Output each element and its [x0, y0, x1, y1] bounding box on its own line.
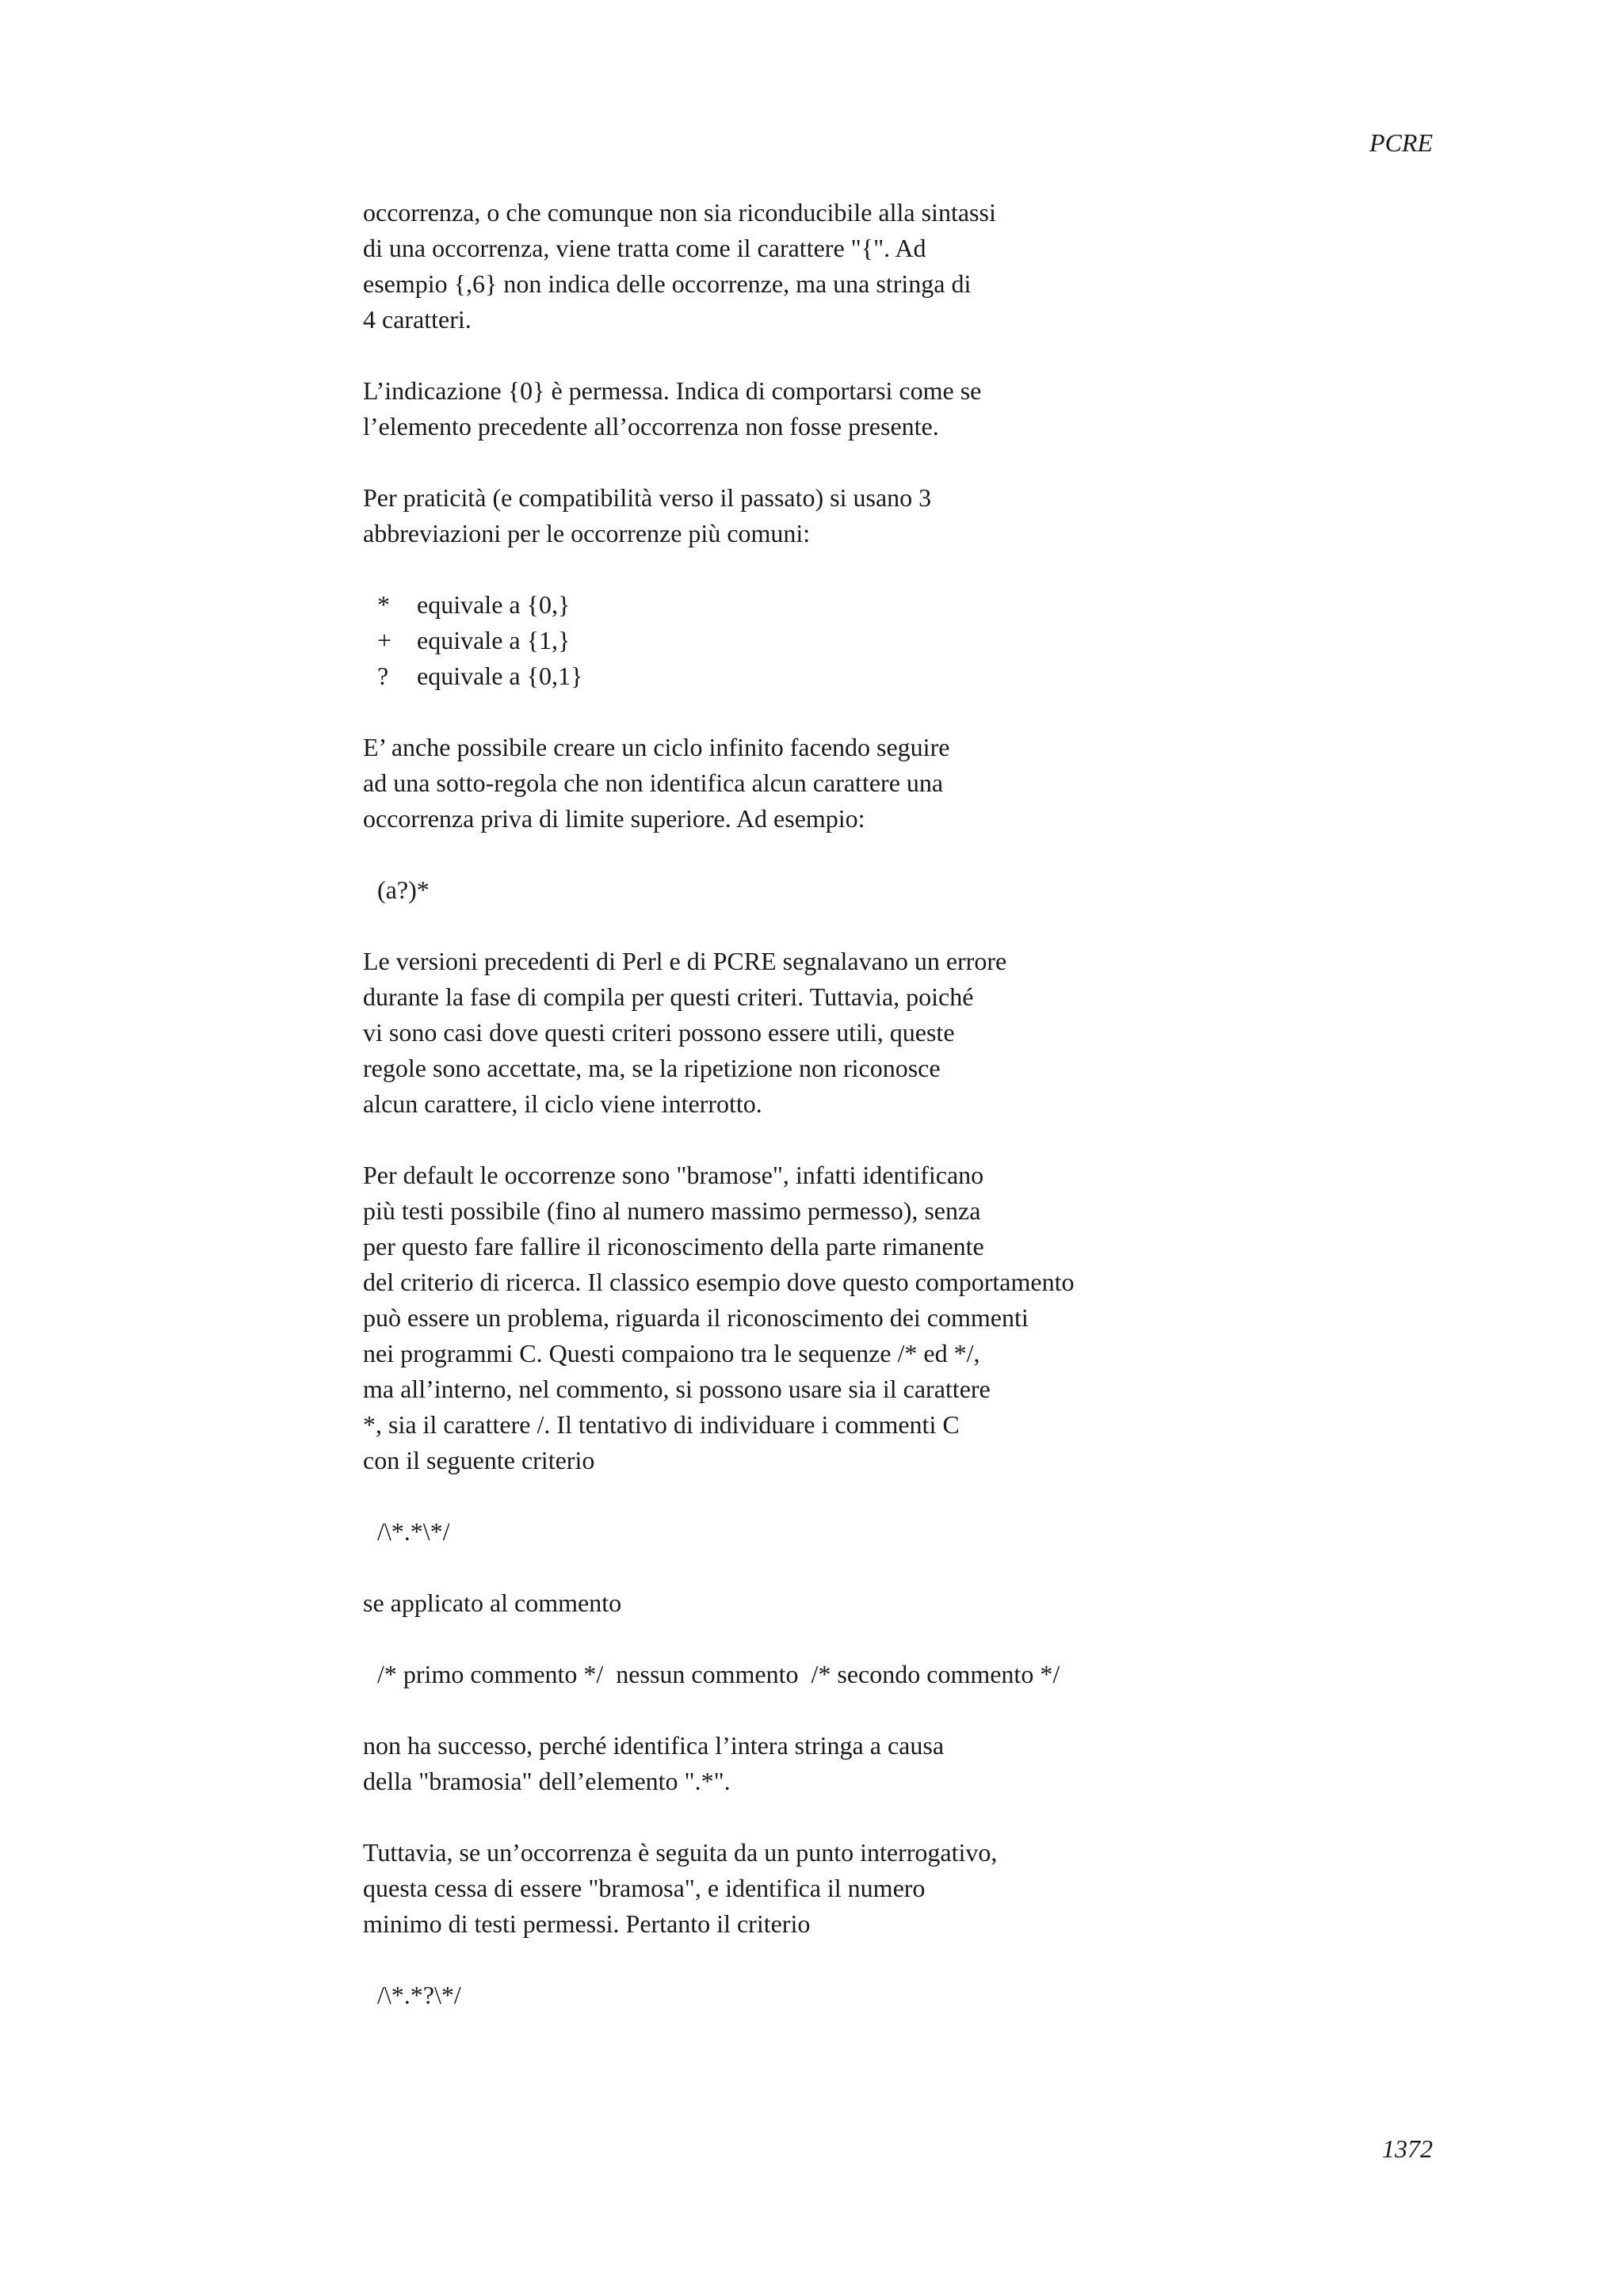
paragraph-5 — [363, 944, 1457, 1122]
paragraph-1 — [363, 195, 1457, 338]
quantifier-symbol: ? — [377, 662, 389, 690]
text-line: ad una sotto-regola che non identifica alcun carattere una — [363, 769, 944, 797]
paragraph-6 — [363, 1158, 1457, 1478]
text-line: del criterio di ricerca. Il classico esempio dove questo comportamento — [363, 1268, 1075, 1296]
text-line: occorrenza priva di limite superiore. Ad esempio: — [363, 804, 865, 833]
text-line: più testi possibile (fino al numero massimo permesso), senza — [363, 1196, 981, 1225]
text-line: occorrenza, o che comunque non sia riconducibile alla sintassi — [363, 198, 996, 227]
text-line: per questo fare fallire il riconoscimento della parte rimanente — [363, 1232, 984, 1261]
code-example-1 — [363, 872, 1457, 908]
page-content — [363, 195, 1457, 2049]
text-line: se applicato al commento — [363, 1589, 622, 1617]
code-line: /* primo commento */ nessun commento /* secondo commento */ — [377, 1660, 1060, 1688]
code-example-2 — [363, 1514, 1457, 1550]
code-line: /\*.*\*/ — [377, 1517, 450, 1546]
running-header: PCRE — [1369, 128, 1433, 157]
text-line: della "bramosia" dell’elemento ".*". — [363, 1767, 731, 1795]
quantifier-description: equivale a {0,} — [417, 590, 571, 619]
text-line: regole sono accettate, ma, se la ripetizione non riconosce — [363, 1054, 941, 1082]
quantifier-row-star — [377, 587, 1457, 623]
code-example-4 — [363, 1978, 1457, 2013]
text-line: abbreviazioni per le occorrenze più comuni: — [363, 519, 811, 547]
text-line: questa cessa di essere "bramosa", e identifica il numero — [363, 1874, 926, 1902]
page-number: 1372 — [1382, 2134, 1433, 2163]
text-line: *, sia il carattere /. Il tentativo di individuare i commenti C — [363, 1410, 960, 1439]
text-line: con il seguente criterio — [363, 1446, 595, 1474]
quantifier-symbol: * — [377, 590, 390, 619]
quantifier-list — [363, 587, 1457, 694]
text-line: L’indicazione {0} è permessa. Indica di comportarsi come se — [363, 376, 982, 405]
paragraph-3 — [363, 480, 1457, 551]
quantifier-description: equivale a {0,1} — [417, 662, 583, 690]
text-line: E’ anche possibile creare un ciclo infinito facendo seguire — [363, 733, 950, 761]
paragraph-9 — [363, 1835, 1457, 1942]
quantifier-symbol: + — [377, 626, 392, 654]
quantifier-row-plus — [377, 623, 1457, 658]
text-line: può essere un problema, riguarda il riconoscimento dei commenti — [363, 1303, 1029, 1332]
code-line: (a?)* — [377, 875, 430, 904]
quantifier-row-question — [377, 658, 1457, 694]
text-line: 4 caratteri. — [363, 305, 472, 334]
text-line: nei programmi C. Questi compaiono tra le sequenze /* ed */, — [363, 1339, 980, 1367]
text-line: Tuttavia, se un’occorrenza è seguita da un punto interrogativo, — [363, 1838, 998, 1867]
text-line: l’elemento precedente all’occorrenza non fosse presente. — [363, 412, 939, 441]
text-line: ma all’interno, nel commento, si possono usare sia il carattere — [363, 1375, 991, 1403]
text-line: Per default le occorrenze sono "bramose", infatti identificano — [363, 1161, 984, 1189]
text-line: minimo di testi permessi. Pertanto il criterio — [363, 1909, 811, 1938]
text-line: vi sono casi dove questi criteri possono essere utili, queste — [363, 1018, 955, 1047]
text-line: alcun carattere, il ciclo viene interrotto. — [363, 1089, 762, 1118]
text-line: non ha successo, perché identifica l’intera stringa a causa — [363, 1731, 945, 1760]
text-line: di una occorrenza, viene tratta come il carattere "{". Ad — [363, 234, 926, 262]
text-line: esempio {,6} non indica delle occorrenze, ma una stringa di — [363, 269, 972, 298]
code-example-3 — [363, 1657, 1457, 1692]
text-line: Per praticità (e compatibilità verso il passato) si usano 3 — [363, 483, 932, 512]
paragraph-2 — [363, 373, 1457, 444]
code-line: /\*.*?\*/ — [377, 1981, 461, 2009]
paragraph-8 — [363, 1728, 1457, 1799]
quantifier-description: equivale a {1,} — [417, 626, 571, 654]
text-line: durante la fase di compila per questi criteri. Tuttavia, poiché — [363, 982, 974, 1011]
paragraph-4 — [363, 730, 1457, 837]
text-line: Le versioni precedenti di Perl e di PCRE segnalavano un errore — [363, 947, 1007, 975]
paragraph-7 — [363, 1585, 1457, 1621]
